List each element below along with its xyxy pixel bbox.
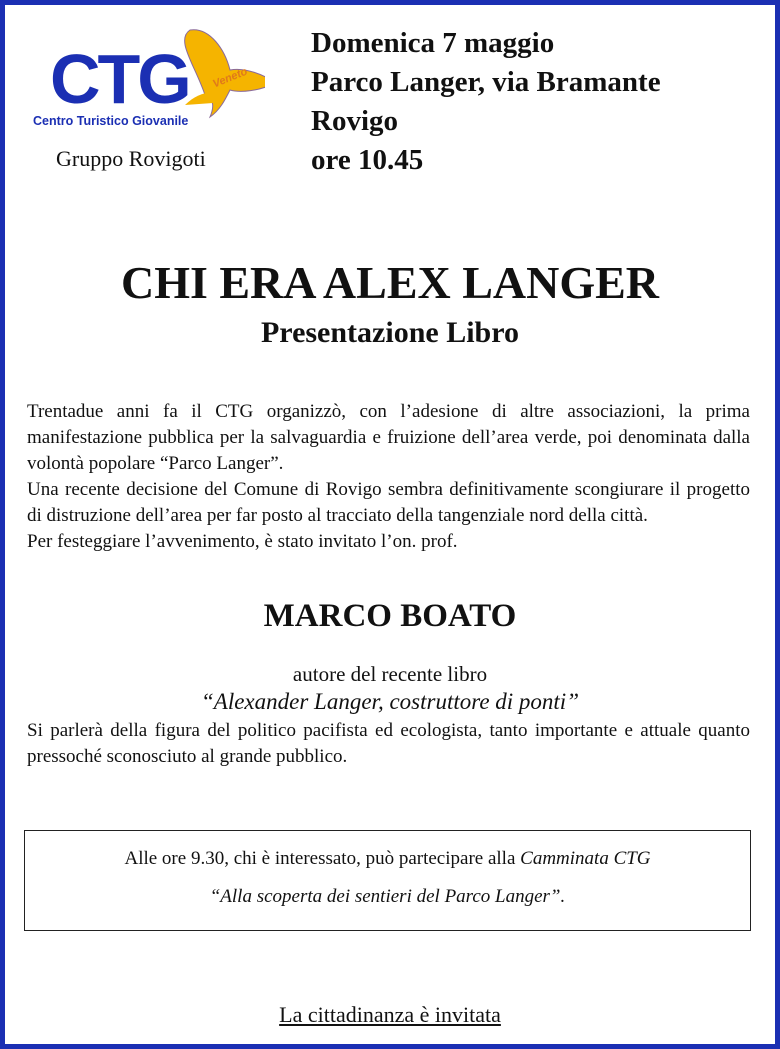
event-city: Rovigo [311,105,398,137]
book-lead: autore del recente libro [292,662,488,686]
walk-name: Camminata CTG [520,848,651,869]
event-day: Domenica 7 maggio [311,27,555,59]
logo-letters: CTG [50,40,189,118]
speaker-name: MARCO BOATO [263,598,517,634]
walk-subtitle: “Alla scoperta dei sentieri del Parco Langer”. [209,886,566,907]
intro-paragraph: Per festeggiare l’avvenimento, è stato invitato l’on. prof. [27,531,458,552]
intro-paragraph: Una recente decisione del Comune di Rovigo sembra definitivamente scongiurare il progetto di distruzione dell’area per far posto al tracciato della tangenziale nord della città. [27,479,750,526]
intro-paragraph: Trentadue anni fa il CTG organizzò, con l’adesione di altre associazioni, la prima manifestazione pubblica per la salvaguardia e fruizione dell’area verde, poi denominata dalla volontà popolare “Parco Langer”. [27,401,750,474]
page-title: CHI ERA ALEX LANGER [120,257,660,308]
walk-box [24,830,751,931]
page-subtitle: Presentazione Libro [260,316,520,349]
logo-region: Veneto [211,65,250,91]
group-name: Gruppo Rovigoti [56,146,206,171]
event-details [311,24,661,180]
description: Si parlerà della figura del politico pacifista ed ecologista, tanto importante e attuale quanto pressoché sconosciuto al grande pubblico. [27,720,750,767]
intro-text [27,399,750,555]
book-title: “Alexander Langer, costruttore di ponti” [200,689,579,714]
event-place: Parco Langer, via Bramante [311,66,661,98]
walk-text: Alle ore 9.30, chi è interessato, può partecipare alla [124,848,521,869]
logo-subtitle: Centro Turistico Giovanile [33,114,189,128]
closing-invitation: La cittadinanza è invitata [279,1002,501,1027]
book-info [0,660,780,716]
event-time: ore 10.45 [311,144,424,176]
